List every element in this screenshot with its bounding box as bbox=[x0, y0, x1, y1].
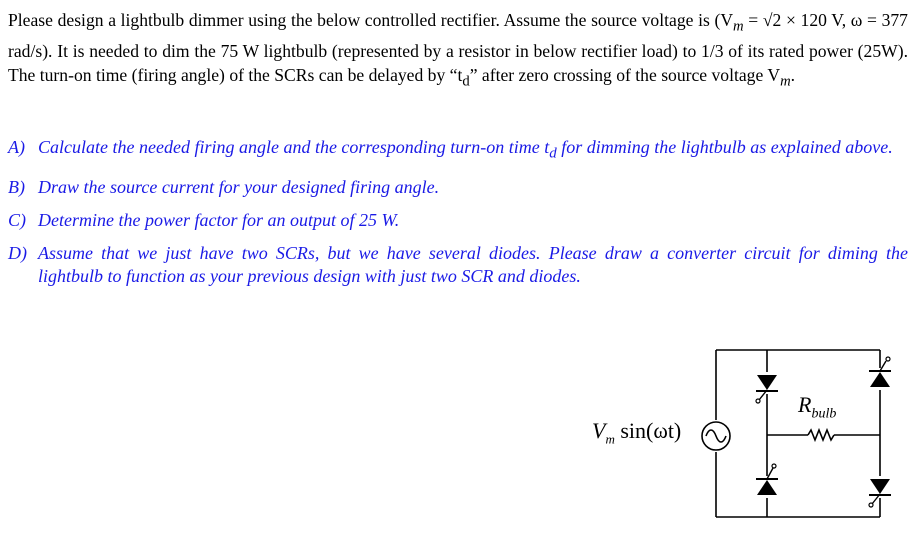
problem-text-1: Please design a lightbulb dimmer using the below controlled rectifier. Assume the source voltage is (V bbox=[8, 10, 734, 30]
ac-source-icon bbox=[700, 420, 732, 452]
part-a-sub: d bbox=[549, 145, 557, 162]
part-a-letter: A) bbox=[8, 137, 25, 157]
problem-text-3: ” after zero crossing of the source voltage V bbox=[469, 64, 781, 85]
part-c-text: Determine the power factor for an output of 25 W. bbox=[38, 209, 400, 230]
problem-text-1-end: = bbox=[743, 10, 759, 30]
resistor-label bbox=[798, 392, 836, 422]
part-b-text: Draw the source current for your designed firing angle. bbox=[38, 176, 440, 197]
source-label-rest: sin(ωt) bbox=[614, 418, 682, 443]
problem-text-2: √2 × 120 V, ω = 377 rad/s). It is needed to dim the 75 W lightbulb (represented by a resistor in below rectifier load) to 1/3 of its rated power (25W). The turn-on time (firing angle) of the SCRs can be delayed by “t bbox=[8, 10, 908, 85]
part-a-text-main: Calculate the needed firing angle and the corresponding turn-on time t bbox=[38, 137, 550, 157]
vm-subscript: m bbox=[733, 18, 744, 35]
vm-subscript-2: m bbox=[780, 73, 791, 90]
part-d-letter: D) bbox=[8, 242, 27, 263]
problem-period: . bbox=[790, 64, 796, 85]
resistor-symbol bbox=[808, 430, 834, 440]
part-a-text-end: for dimming the lightbulb as explained above. bbox=[556, 137, 893, 157]
resistor-label-r: R bbox=[798, 392, 812, 417]
source-label-v: V bbox=[592, 418, 606, 443]
part-c-letter: C) bbox=[8, 209, 26, 230]
source-voltage-label bbox=[592, 418, 681, 447]
part-b-letter: B) bbox=[8, 176, 25, 197]
td-subscript: d bbox=[462, 73, 470, 90]
resistor-label-sub: bulb bbox=[811, 406, 837, 422]
part-d-text: Assume that we just have two SCRs, but we have several diodes. Please draw a converter circuit for diming the lightbulb to function as your previous design with just two SCR and diodes. bbox=[38, 242, 908, 286]
source-label-sub: m bbox=[605, 431, 615, 447]
